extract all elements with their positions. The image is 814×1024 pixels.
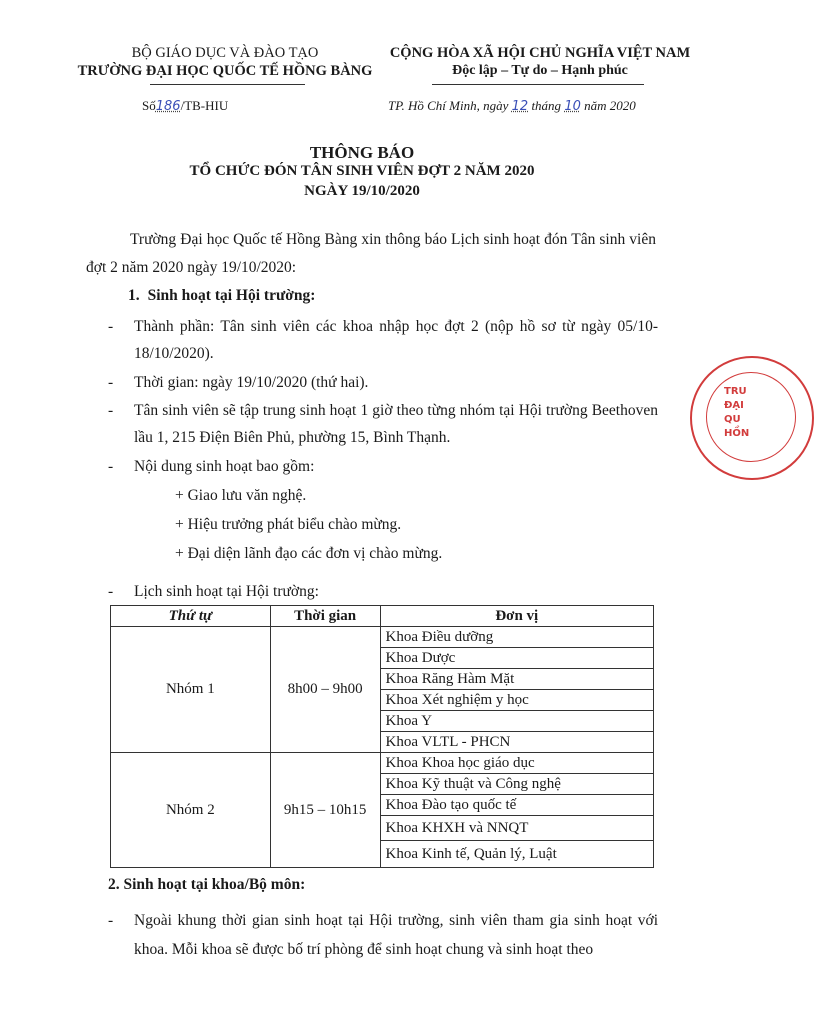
country-name: CỘNG HÒA XÃ HỘI CHỦ NGHĨA VIỆT NAM <box>389 45 691 61</box>
unit-cell: Khoa Điều dưỡng <box>380 627 653 648</box>
unit-cell: Khoa Kỹ thuật và Công nghệ <box>380 774 653 795</box>
bullet-location: - Tân sinh viên sẽ tập trung sinh hoạt 1 giờ theo từng nhóm tại Hội trường Beethoven lầu 1, 215 Điện Biên Phủ, phường 15, Bình Thạnh. <box>108 402 658 446</box>
col-header-time: Thời gian <box>270 606 380 627</box>
date-day: 12 <box>511 99 529 114</box>
col-header-unit: Đơn vị <box>380 606 653 627</box>
unit-cell: Khoa Đào tạo quốc tế <box>380 795 653 816</box>
col-header-order: Thứ tự <box>111 606 271 627</box>
divider-left <box>150 84 305 85</box>
table-row <box>111 753 654 774</box>
header-left <box>60 44 390 80</box>
unit-cell: Khoa Khoa học giáo dục <box>380 753 653 774</box>
group-name: Nhóm 1 <box>111 627 271 753</box>
national-motto: Độc lập – Tự do – Hạnh phúc <box>452 63 628 78</box>
section1-heading: 1. Sinh hoạt tại Hội trường: <box>128 287 316 304</box>
notice-date: NGÀY 19/10/2020 <box>304 183 420 199</box>
group-time: 9h15 – 10h15 <box>270 753 380 868</box>
bullet-time: - Thời gian: ngày 19/10/2020 (thứ hai). <box>108 374 369 391</box>
unit-cell: Khoa Y <box>380 711 653 732</box>
notice-title: THÔNG BÁO <box>309 143 415 162</box>
unit-cell: Khoa VLTL - PHCN <box>380 732 653 753</box>
bullet-participants: - Thành phần: Tân sinh viên các khoa nhập học đợt 2 (nộp hồ sơ từ ngày 05/10-18/10/2020). <box>108 318 658 362</box>
table-header-row <box>111 606 654 627</box>
seal-stamp: TRU ĐẠI QU HỒN <box>690 356 814 480</box>
bullet-faculty: - Ngoài khung thời gian sinh hoạt tại Hội trường, sinh viên tham gia sinh hoạt với khoa. Mỗi khoa sẽ được bố trí phòng để sinh hoạt chung và sinh hoạt theo <box>108 912 658 958</box>
sub-item: + Đại diện lãnh đạo các đơn vị chào mừng. <box>175 545 443 562</box>
bullet-schedule: - Lịch sinh hoạt tại Hội trường: <box>108 583 319 600</box>
document-number: Số186/TB-HIU <box>142 98 229 114</box>
document-number-handwritten: 186 <box>155 99 181 114</box>
sub-item: + Giao lưu văn nghệ. <box>175 487 307 504</box>
unit-cell: Khoa Xét nghiệm y học <box>380 690 653 711</box>
sub-item: + Hiệu trưởng phát biểu chào mừng. <box>175 516 402 533</box>
unit-cell: Khoa Kinh tế, Quản lý, Luật <box>380 841 653 868</box>
unit-cell: Khoa Răng Hàm Mặt <box>380 669 653 690</box>
notice-subtitle: TỔ CHỨC ĐÓN TÂN SINH VIÊN ĐỢT 2 NĂM 2020 <box>189 163 535 179</box>
divider-right <box>432 84 644 85</box>
date-month: 10 <box>564 99 581 114</box>
bullet-content: - Nội dung sinh hoạt bao gồm: <box>108 458 315 475</box>
schedule-table <box>110 605 654 868</box>
ministry-name: BỘ GIÁO DỤC VÀ ĐÀO TẠO <box>131 45 319 61</box>
intro-paragraph: Trường Đại học Quốc tế Hồng Bàng xin thông báo Lịch sinh hoạt đón Tân sinh viên đợt 2 năm 2020 ngày 19/10/2020: <box>86 231 656 276</box>
group-name: Nhóm 2 <box>111 753 271 868</box>
unit-cell: Khoa KHXH và NNQT <box>380 816 653 841</box>
university-name: TRƯỜNG ĐẠI HỌC QUỐC TẾ HỒNG BÀNG <box>77 63 373 79</box>
document-date: TP. Hồ Chí Minh, ngày 12 tháng 10 năm 2020 <box>388 98 636 114</box>
unit-cell: Khoa Dược <box>380 648 653 669</box>
table-row <box>111 627 654 648</box>
header-right <box>370 44 710 80</box>
section2-heading: 2. Sinh hoạt tại khoa/Bộ môn: <box>108 876 306 893</box>
group-time: 8h00 – 9h00 <box>270 627 380 753</box>
